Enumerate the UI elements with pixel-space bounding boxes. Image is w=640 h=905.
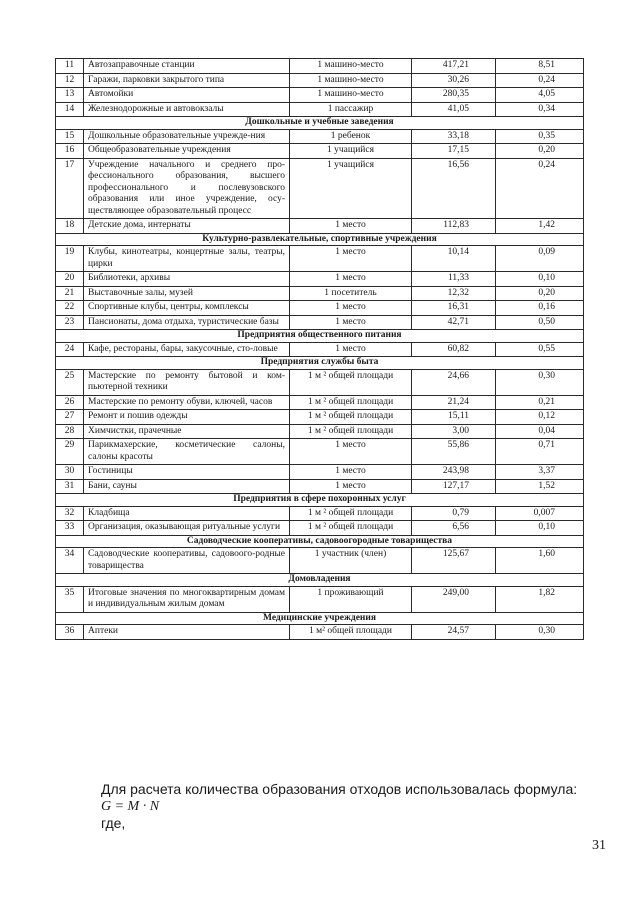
waste-norms-table — [55, 58, 584, 640]
table-row — [56, 246, 584, 272]
norm-kg-year: 24,57 — [412, 625, 496, 640]
norm-kg-year: 3,00 — [412, 424, 496, 439]
table-row — [56, 272, 584, 287]
norm-kg-year: 249,00 — [412, 586, 496, 612]
object-name: Общеобразовательные учреждения — [84, 144, 290, 159]
norm-kg-year: 127,17 — [412, 479, 496, 494]
object-name: Кафе, рестораны, бары, закусочные, сто-ловые — [84, 342, 290, 357]
norm-kg-year: 417,21 — [412, 59, 496, 74]
object-name: Автомойки — [84, 88, 290, 103]
norm-m3-year: 1,42 — [496, 219, 584, 234]
norm-m3-year: 0,12 — [496, 410, 584, 425]
calc-unit: 1 учащийся — [290, 158, 412, 219]
calc-unit: 1 машино-место — [290, 73, 412, 88]
object-name: Выставочные залы, музей — [84, 286, 290, 301]
calc-unit: 1 место — [290, 219, 412, 234]
calc-unit: 1 место — [290, 342, 412, 357]
norm-m3-year: 0,20 — [496, 286, 584, 301]
object-name: Ремонт и пошив одежды — [84, 410, 290, 425]
object-name: Мастерские по ремонту бытовой и ком-пьютерной техники — [84, 369, 290, 395]
object-name: Дошкольные образовательные учрежде-ния — [84, 129, 290, 144]
row-number: 13 — [56, 88, 84, 103]
object-name: Парикмахерские, косметические салоны, салоны красоты — [84, 439, 290, 465]
object-name: Гостиницы — [84, 465, 290, 480]
norm-kg-year: 112,83 — [412, 219, 496, 234]
section-title: Предприятия общественного питания — [56, 330, 584, 343]
object-name: Учреждение начального и среднего про-фессионального образования, высшего профессионального и послевузовского образования или иное учреждение, осу-ществляющее образовательный процесс — [84, 158, 290, 219]
table-row — [56, 506, 584, 521]
table-row — [56, 424, 584, 439]
calc-unit: 1 участник (член) — [290, 548, 412, 574]
row-number: 31 — [56, 479, 84, 494]
where-label: где, — [101, 815, 126, 831]
row-number: 24 — [56, 342, 84, 357]
calc-unit: 1 место — [290, 439, 412, 465]
norm-kg-year: 60,82 — [412, 342, 496, 357]
object-name: Садоводческие кооперативы, садовоого-родные товарищества — [84, 548, 290, 574]
row-number: 20 — [56, 272, 84, 287]
object-name: Итоговые значения по многоквартирным домам и индивидуальным жилым домам — [84, 586, 290, 612]
table-row — [56, 73, 584, 88]
table-row — [56, 88, 584, 103]
object-name: Организация, оказывающая ритуальные услуги — [84, 521, 290, 536]
calc-unit: 1 учащийся — [290, 144, 412, 159]
norm-m3-year: 0,30 — [496, 369, 584, 395]
calc-unit: 1 м ² общей площади — [290, 395, 412, 410]
calc-unit: 1 м ² общей площади — [290, 410, 412, 425]
norm-kg-year: 24,66 — [412, 369, 496, 395]
norm-kg-year: 15,11 — [412, 410, 496, 425]
section-title: Предприятия службы быта — [56, 357, 584, 370]
object-name: Кладбища — [84, 506, 290, 521]
table-row — [56, 586, 584, 612]
norm-m3-year: 0,04 — [496, 424, 584, 439]
row-number: 19 — [56, 246, 84, 272]
object-name: Аптеки — [84, 625, 290, 640]
table-row — [56, 369, 584, 395]
norm-kg-year: 243,98 — [412, 465, 496, 480]
calc-unit: 1 ребенок — [290, 129, 412, 144]
object-name: Химчистки, прачечные — [84, 424, 290, 439]
object-name: Спортивные клубы, центры, комплексы — [84, 301, 290, 316]
norm-m3-year: 0,24 — [496, 73, 584, 88]
norm-m3-year: 0,10 — [496, 272, 584, 287]
section-header-row — [56, 535, 584, 548]
object-name: Бани, сауны — [84, 479, 290, 494]
norm-m3-year: 0,007 — [496, 506, 584, 521]
norm-m3-year: 0,21 — [496, 395, 584, 410]
calc-unit: 1 место — [290, 301, 412, 316]
norm-m3-year: 0,16 — [496, 301, 584, 316]
calc-unit: 1 м ² общей площади — [290, 521, 412, 536]
row-number: 27 — [56, 410, 84, 425]
calc-unit: 1 м ² общей площади — [290, 424, 412, 439]
norm-m3-year: 1,82 — [496, 586, 584, 612]
table-row — [56, 301, 584, 316]
norm-kg-year: 41,05 — [412, 102, 496, 117]
norm-m3-year: 0,34 — [496, 102, 584, 117]
row-number: 29 — [56, 439, 84, 465]
row-number: 34 — [56, 548, 84, 574]
calc-unit: 1 проживающий — [290, 586, 412, 612]
table-row — [56, 395, 584, 410]
table-row — [56, 286, 584, 301]
formula-intro: Для расчета количества образования отходов использовалась формула: — [101, 781, 578, 797]
object-name: Железнодорожные и автовокзалы — [84, 102, 290, 117]
norm-kg-year: 55,86 — [412, 439, 496, 465]
norm-kg-year: 42,71 — [412, 315, 496, 330]
norm-kg-year: 10,14 — [412, 246, 496, 272]
norm-m3-year: 0,35 — [496, 129, 584, 144]
table-row — [56, 410, 584, 425]
norm-kg-year: 16,56 — [412, 158, 496, 219]
norm-m3-year: 0,55 — [496, 342, 584, 357]
object-name: Мастерские по ремонту обуви, ключей, часов — [84, 395, 290, 410]
table-row — [56, 625, 584, 640]
norm-m3-year: 4,05 — [496, 88, 584, 103]
text-after-table — [101, 781, 577, 832]
norm-m3-year: 0,10 — [496, 521, 584, 536]
row-number: 30 — [56, 465, 84, 480]
norm-m3-year: 1,60 — [496, 548, 584, 574]
section-header-row — [56, 357, 584, 370]
norm-m3-year: 0,24 — [496, 158, 584, 219]
row-number: 14 — [56, 102, 84, 117]
page-number: 31 — [592, 838, 606, 853]
row-number: 16 — [56, 144, 84, 159]
object-name: Пансионаты, дома отдыха, туристические базы — [84, 315, 290, 330]
norm-m3-year: 3,37 — [496, 465, 584, 480]
row-number: 33 — [56, 521, 84, 536]
calc-unit: 1 машино-место — [290, 59, 412, 74]
table-row — [56, 479, 584, 494]
norm-kg-year: 30,26 — [412, 73, 496, 88]
row-number: 26 — [56, 395, 84, 410]
calc-unit: 1 место — [290, 246, 412, 272]
norm-kg-year: 125,67 — [412, 548, 496, 574]
section-title: Садоводческие кооперативы, садовоогородные товарищества — [56, 535, 584, 548]
norm-kg-year: 21,24 — [412, 395, 496, 410]
calc-unit: 1 м ² общей площади — [290, 369, 412, 395]
table-row — [56, 342, 584, 357]
table-row — [56, 219, 584, 234]
row-number: 12 — [56, 73, 84, 88]
calc-unit: 1 пассажир — [290, 102, 412, 117]
table-row — [56, 144, 584, 159]
row-number: 18 — [56, 219, 84, 234]
calc-unit: 1 посетитель — [290, 286, 412, 301]
norm-m3-year: 0,50 — [496, 315, 584, 330]
table-row — [56, 102, 584, 117]
formula: G = M · N — [101, 799, 160, 814]
section-title: Предприятия в сфере похоронных услуг — [56, 494, 584, 507]
norm-m3-year: 0,71 — [496, 439, 584, 465]
norm-kg-year: 12,32 — [412, 286, 496, 301]
norm-m3-year: 0,30 — [496, 625, 584, 640]
table-row — [56, 59, 584, 74]
row-number: 21 — [56, 286, 84, 301]
table-row — [56, 439, 584, 465]
row-number: 22 — [56, 301, 84, 316]
table-row — [56, 548, 584, 574]
row-number: 17 — [56, 158, 84, 219]
calc-unit: 1 машино-место — [290, 88, 412, 103]
section-title: Дошкольные и учебные заведения — [56, 117, 584, 130]
calc-unit: 1 м ² общей площади — [290, 506, 412, 521]
norm-kg-year: 6,56 — [412, 521, 496, 536]
norm-kg-year: 280,35 — [412, 88, 496, 103]
table-row — [56, 129, 584, 144]
section-title: Медицинские учреждения — [56, 612, 584, 625]
row-number: 32 — [56, 506, 84, 521]
section-header-row — [56, 494, 584, 507]
row-number: 35 — [56, 586, 84, 612]
row-number: 15 — [56, 129, 84, 144]
section-title: Домовладения — [56, 574, 584, 587]
table-row — [56, 315, 584, 330]
table-row — [56, 158, 584, 219]
calc-unit: 1 место — [290, 479, 412, 494]
object-name: Библиотеки, архивы — [84, 272, 290, 287]
calc-unit: 1 место — [290, 465, 412, 480]
row-number: 23 — [56, 315, 84, 330]
calc-unit: 1 место — [290, 272, 412, 287]
section-header-row — [56, 117, 584, 130]
norm-kg-year: 0,79 — [412, 506, 496, 521]
section-header-row — [56, 574, 584, 587]
section-title: Культурно-развлекательные, спортивные учреждения — [56, 233, 584, 246]
norm-kg-year: 17,15 — [412, 144, 496, 159]
section-header-row — [56, 233, 584, 246]
section-header-row — [56, 612, 584, 625]
object-name: Гаражи, парковки закрытого типа — [84, 73, 290, 88]
row-number: 25 — [56, 369, 84, 395]
calc-unit: 1 место — [290, 315, 412, 330]
norm-m3-year: 8,51 — [496, 59, 584, 74]
row-number: 11 — [56, 59, 84, 74]
norm-kg-year: 11,33 — [412, 272, 496, 287]
norm-m3-year: 0,20 — [496, 144, 584, 159]
norm-kg-year: 16,31 — [412, 301, 496, 316]
object-name: Клубы, кинотеатры, концертные залы, театры, цирки — [84, 246, 290, 272]
object-name: Детские дома, интернаты — [84, 219, 290, 234]
section-header-row — [56, 330, 584, 343]
object-name: Автозаправочные станции — [84, 59, 290, 74]
row-number: 36 — [56, 625, 84, 640]
norm-m3-year: 0,09 — [496, 246, 584, 272]
norm-m3-year: 1,52 — [496, 479, 584, 494]
table-body — [56, 59, 584, 640]
table-row — [56, 521, 584, 536]
row-number: 28 — [56, 424, 84, 439]
norm-kg-year: 33,18 — [412, 129, 496, 144]
table-row — [56, 465, 584, 480]
calc-unit: 1 м² общей площади — [290, 625, 412, 640]
